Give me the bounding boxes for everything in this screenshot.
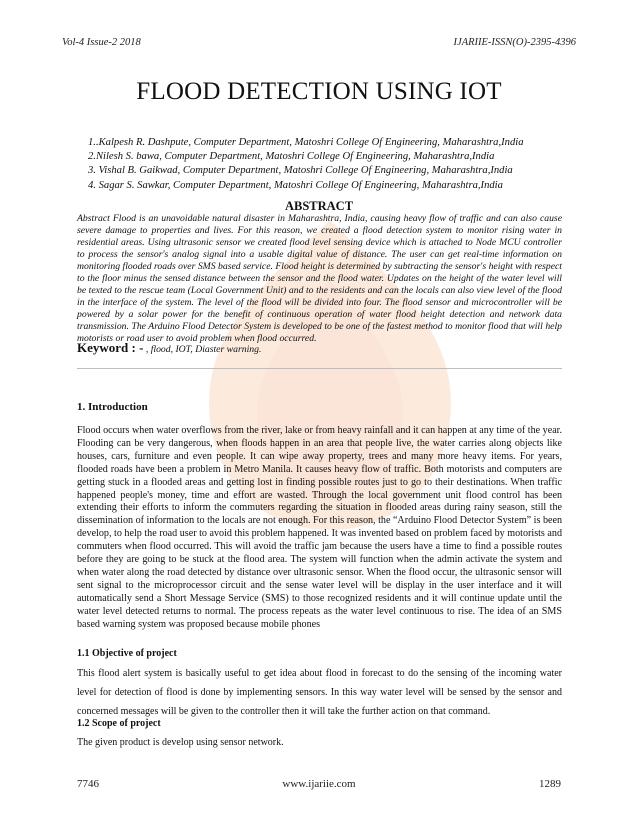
abstract-heading: ABSTRACT: [284, 199, 354, 213]
header-issn: IJARIIE-ISSN(O)-2395-4396: [453, 37, 576, 48]
footer-left-number: 7746: [77, 778, 99, 790]
scope-heading: 1.2 Scope of project: [77, 718, 161, 729]
objective-heading: 1.1 Objective of project: [77, 648, 177, 659]
footer-website: www.ijariie.com: [282, 778, 356, 790]
objective-text: This flood alert system is basically useful to get idea about flood in forecast to do the sensing of the incoming water level for detection of flood is done by implementing sensors. In this way water level will be sensed by the sensor and concerned messages will be given to the controller then it will take the further action on that command.: [77, 668, 562, 717]
author-line: 4. Sagar S. Sawkar, Computer Department, Matoshri College Of Engineering, Maharashtra,India: [88, 179, 503, 191]
introduction-text: Flood occurs when water overflows from the river, lake or from heavy rainfall and it can happen at any time of the year. Flooding can be very dangerous, when floods happen in an area that people live, the water carries along objects like houses, cars, furniture and even people. It can wipe away property, trees and many more heavy items. For years, flooded roads have been a problem in Metro Manila. It causes heavy flow of traffic. Both motorists and computers are getting stuck in a flooded areas and getting lost in finding possible routes just to go to their destinations. When traffic happened people's money, time and effort are wasted. Through the local government unit flood control has been extending their efforts to inform the commuters regarding the situation in flooded areas during rainy season, still the dissemination of information to the locals are not enough. For this reason, the “Arduino Flood Detector System” is been develop, to help the road user to avoid this problem happened. It was invented based on problem faced by motorists and commuters when flood occurred. This will avoid the traffic jam because the users have a time to find a possible routes before they are going to be stuck at the flood area. The system will function when the admin activate the system and when water along the road detected by distance over ultrasonic sensor. When the flood occur, the ultrasonic sensor will sent signal to the microprocessor circuit and the sense water level will be display in the user interface and it will automatically send a Short Message Service (SMS) to those recognized residents and it will continue update until the water level detected returns to normal. The process repeats as the water level continuous to rise. The idea of an SMS based warning system was proposed because mobile phones: [77, 425, 562, 630]
author-line: 3. Vishal B. Gaikwad, Computer Department, Matoshri College Of Engineering, Maharashtra,India: [88, 165, 513, 177]
keywords-value: , flood, IOT, Diaster warning.: [145, 344, 262, 355]
abstract-text: Abstract Flood is an unavoidable natural disaster in Maharashtra, India, causing heavy flow of traffic and can also cause severe damage to properties and lives. For this reason, we created a flood detection system to monitor rising water in residential areas. Using ultrasonic sensor we created flood level sensing device which is attached to Node MCU controller to process the sensor's analog signal into a usable digital value of distance. The user can get real-time information on monitoring flooded roads over SMS based service. Flood height is determined by subtracting the sensor's height with respect to the floor minus the sensed distance between the sensor and the flood water. Updates on the height of the water level will be texted to the rescue team (Local Government Unit) and to the residents and can the locals can also view level of the flood in the interface of the system. The level of the flood will be divided into four. The flood sensor and microcontroller will be powered by a solar power for the benefit of continuous operation of water flood height detection and network data transmission. The Arduino Flood Detector System is developed to be one of the fastest method to monitor flood that will help motorists or road user to avoid problem when flood occurred.: [77, 213, 562, 345]
paper-title: FLOOD DETECTION USING IOT: [136, 78, 502, 105]
footer-page-number: 1289: [539, 778, 561, 790]
author-list: [88, 136, 588, 193]
introduction-heading: 1. Introduction: [77, 401, 148, 413]
header-volume: Vol-4 Issue-2 2018: [62, 37, 141, 48]
scope-text: The given product is develop using sensor network.: [77, 737, 284, 748]
author-line: 1..Kalpesh R. Dashpute, Computer Department, Matoshri College Of Engineering, Maharashtra,India: [88, 137, 524, 148]
keywords-line: [77, 340, 562, 356]
section-divider: [77, 368, 562, 369]
keywords-label: Keyword : -: [77, 340, 144, 355]
author-line: 2.Nilesh S. bawa, Computer Department, Matoshri College Of Engineering, Maharashtra,India: [88, 151, 495, 163]
